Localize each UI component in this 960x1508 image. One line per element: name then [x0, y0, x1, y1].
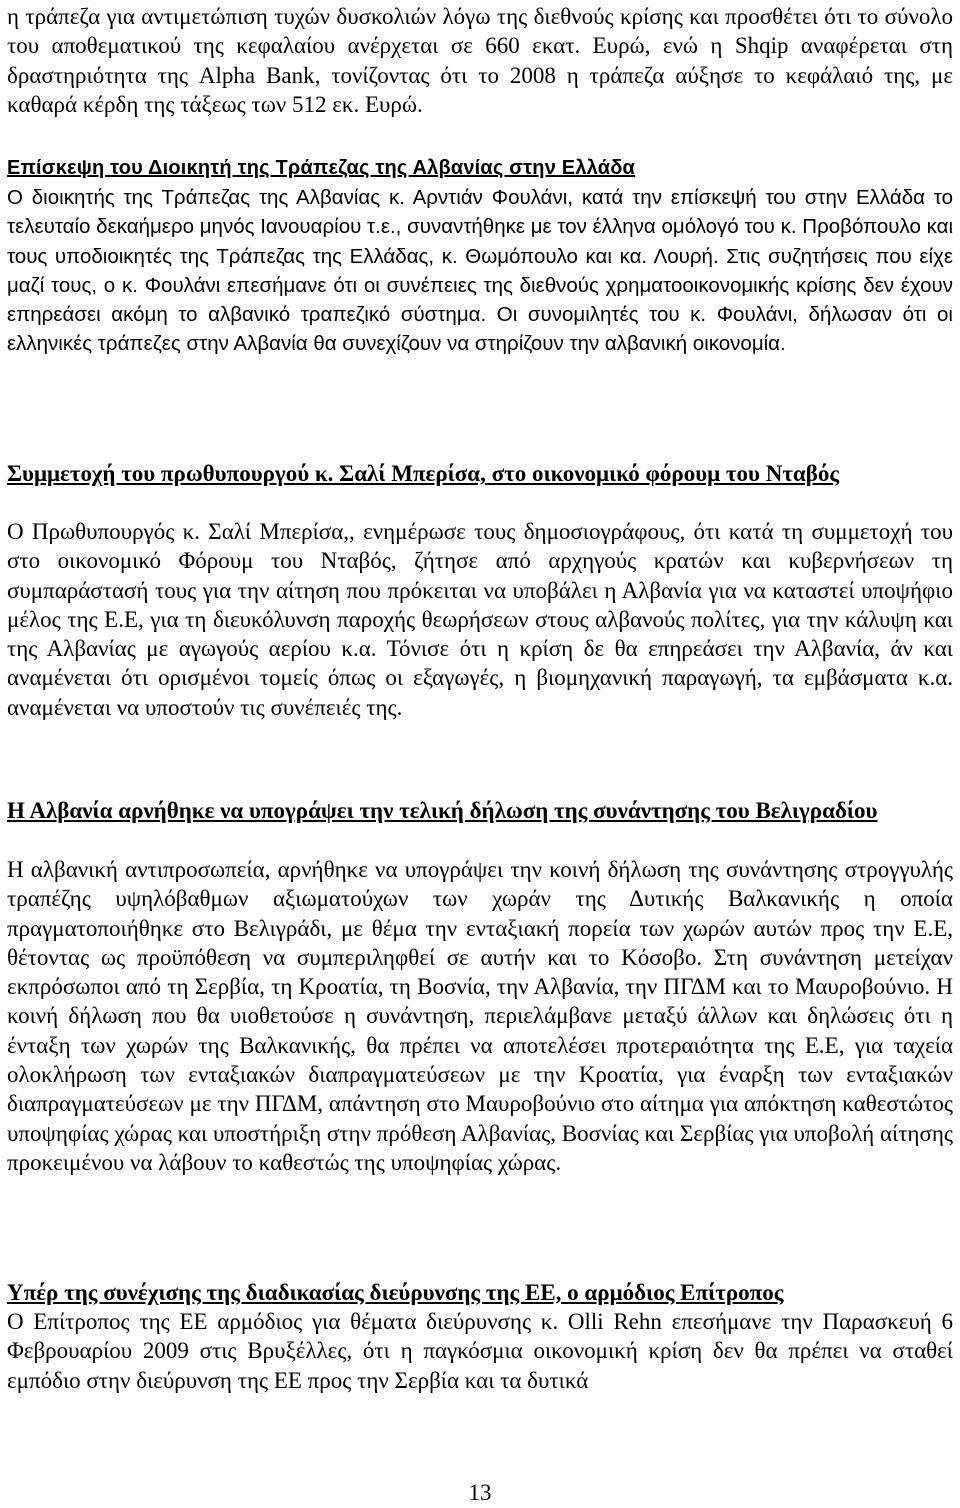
section-body-belgrade-declaration: Η αλβανική αντιπροσωπεία, αρνήθηκε να υπογράψει την κοινή δήλωση της συνάντησης στρογγυλής τραπέζης υψηλόβαθμων αξιωματούχων των χωράν της Δυτικής Βαλκανικής η οποία πραγματοποιήθηκε στο Βελιγράδι, με θέμα την ενταξιακή πορεία των χωρών αυτών προς την Ε.Ε, θέτοντας ως προϋπόθεση να συμπεριληφθεί σε αυτήν και το Κόσοβο. Στη συνάντηση μετείχαν εκπρόσωποι από τη Σερβία, τη Κροατία, τη Βοσνία, την Αλβανία, την ΠΓΔΜ και το Μαυροβούνιο. Η κοινή δήλωση που θα υιοθετούσε η συνάντηση, περιελάμβανε μεταξύ άλλων και δηλώσεις ότι η ένταξη των χωρών της Βαλκανικής, θα πρέπει να αποτελέσει προτεραιότητα της Ε.Ε, για ταχεία ολοκλήρωση των ενταξιακών διαπραγματεύσεων με την Κροατία, για έναρξη των ενταξιακών διαπραγματεύσεων με την ΠΓΔΜ, απάντηση στο Μαυροβούνιο στο αίτημα για απόκτηση καθεστώτος υποψηφίας χώρας και υποστήριξη στην πρόθεση Αλβανίας, Βοσνίας και Σερβίας για υποβολή αίτησης προκειμένου να λάβουν το καθεστώς της υποψηφίας χώρας.: [7, 857, 953, 1175]
section-body-davos-forum: Ο Πρωθυπουργός κ. Σαλί Μπερίσα,, ενημέρωσε τους δημοσιογράφους, ότι κατά τη συμμετοχή του στο οικονομικό Φόρουμ του Νταβός, ζήτησε από αρχηγούς κρατών και κυβερνήσεων τη συμπαράστασή τους για την αίτηση που πρόκειται να υποβάλει η Αλβανία για να καταστεί υποψήφιο μέλος της Ε.Ε, για τη διευκόλυνση παροχής θεωρήσεων στους αλβανούς πολίτες, για την κάλυψη και της Αλβανίας με αγωγούς αερίου κ.α. Τόνισε ότι η κρίση δε θα επηρεάσει την Αλβανία, άν και αναμένεται ότι ορισμένοι τομείς όπως οι εξαγωγές, η βιομηχανική παραγωγή, τα εμβάσματα κ.α. αναμένεται να υποστούν τις συνέπειές της.: [7, 519, 953, 720]
section-body-governor-visit: Ο διοικητής της Τράπεζας της Αλβανίας κ. Αρντιάν Φουλάνι, κατά την επίσκεψή του στην Ελλάδα το τελευταίο δεκαήμερο μηνός Ιανουαρίου τ.ε., συναντήθηκε με τον έλληνα ομόλογό του κ. Προβόπουλο και τους υποδιοικητές της Τράπεζας της Ελλάδας, κ. Θωμόπουλο και κα. Λουρή. Στις συζητήσεις που είχε μαζί τους, ο κ. Φουλάνι επεσήμανε ότι οι συνέπειες της διεθνούς χρηματοοικονομικής κρίσης δεν έχουν επηρεάσει ακόμη το αλβανικό τραπεζικό σύστημα. Οι συνομιλητές του κ. Φουλάνι, δήλωσαν ότι οι ελληνικές τράπεζες στην Αλβανία θα συνεχίζουν να στηρίζουν την αλβανική οικονομία.: [7, 186, 953, 356]
section-heading-eu-enlargement: Υπέρ της συνέχισης της διαδικασίας διεύρυνσης της ΕΕ, ο αρμόδιος Επίτροπος: [7, 1280, 784, 1305]
page-number: 13: [468, 1480, 492, 1505]
section-heading-governor-visit: Επίσκεψη του Διοικητή της Τράπεζας της Αλβανίας στην Ελλάδα: [7, 157, 636, 179]
intro-paragraph: η τράπεζα για αντιμετώπιση τυχών δυσκολιών λόγω της διεθνούς κρίσης και προσθέτει ότι το σύνολο του αποθεματικού της κεφαλαίου ανέρχεται σε 660 εκατ. Ευρώ, ενώ η Shqip αναφέρεται στη δραστηριότητα της Alpha Bank, τονίζοντας ότι το 2008 η τράπεζα αύξησε το κεφάλαιό της, με καθαρά κέρδη της τάξεως των 512 εκ. Ευρώ.: [7, 4, 953, 117]
section-body-eu-enlargement: Ο Επίτροπος της ΕΕ αρμόδιος για θέματα διεύρυνσης κ. Olli Rehn επεσήμανε την Παρασκευή 6 Φεβρουαρίου 2009 στις Βρυξέλλες, ότι η παγκόσμια οικονομική κρίση δεν θα πρέπει να σταθεί εμπόδιο στην διεύρυνση της ΕΕ προς την Σερβία και τα δυτικά: [7, 1309, 953, 1393]
section-heading-belgrade-declaration: Η Αλβανία αρνήθηκε να υπογράψει την τελική δήλωση της συνάντησης του Βελιγραδίου: [7, 798, 878, 823]
section-heading-davos-forum: Συμμετοχή του πρωθυπουργού κ. Σαλί Μπερίσα, στο οικονομικό φόρουμ του Νταβός: [7, 461, 840, 486]
